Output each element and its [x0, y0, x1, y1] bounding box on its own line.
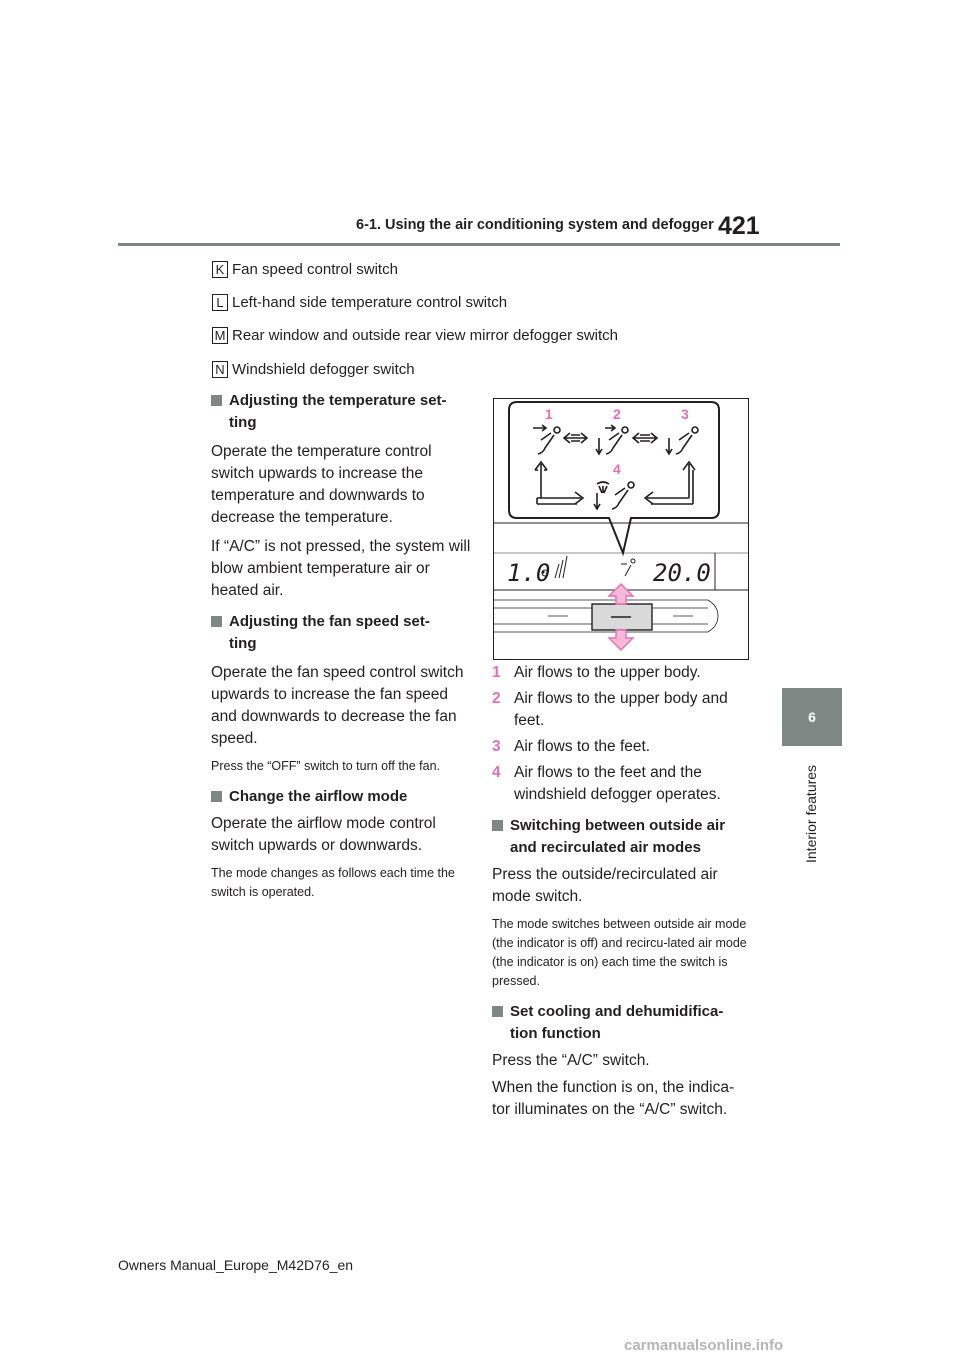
manual-id: Owners Manual_Europe_M42D76_en — [118, 1257, 354, 1273]
left-column — [211, 390, 471, 902]
legend-letter: N — [212, 361, 228, 378]
display-left-readout: 1.0 — [507, 559, 551, 587]
heading-bullet-icon — [492, 1006, 503, 1017]
temperature-body-2: If “A/C” is not pressed, the system will blow ambient temperature air or heated air. — [211, 538, 471, 599]
airflow-heading: Change the airflow mode — [211, 786, 471, 808]
chapter-number: 6 — [808, 709, 816, 725]
display-right-readout: 20.0 — [653, 559, 711, 587]
airflow-mode-figure — [493, 398, 749, 660]
step-item: 2 Air flows to the upper body and feet. — [492, 690, 728, 729]
legend-text: Fan speed control switch — [232, 261, 398, 278]
airflow-note: The mode changes as follows each time the switch is operated. — [211, 866, 455, 899]
right-column — [492, 662, 752, 1121]
airflow-body: Operate the airflow mode control switch upwards or downwards. — [211, 815, 436, 854]
legend-item-l — [212, 294, 507, 311]
temperature-body: Operate the temperature control switch upwards to increase the temperature and downwards to decrease the temperature. — [211, 443, 432, 526]
legend-text: Rear window and outside rear view mirror defogger switch — [232, 327, 619, 344]
chapter-label — [787, 756, 819, 866]
legend-letter: K — [212, 261, 228, 278]
legend-item-n — [212, 361, 415, 378]
recirculation-heading: Switching between outside air and recirculated air modes — [492, 815, 752, 859]
legend-text: Windshield defogger switch — [232, 361, 415, 378]
fan-speed-body: Operate the fan speed control switch upwards to increase the fan speed and downwards to decrease the fan speed. — [211, 664, 464, 747]
legend-item-k — [212, 261, 398, 278]
step-item: 3 Air flows to the feet. — [492, 738, 651, 755]
cooling-body: Press the “A/C” switch. — [492, 1052, 650, 1069]
legend-item-m — [212, 327, 618, 344]
step-item: 1 Air flows to the upper body. — [492, 664, 701, 681]
legend-text: Left-hand side temperature control switch — [232, 294, 508, 311]
fan-speed-note: Press the “OFF” switch to turn off the fan. — [211, 759, 441, 773]
section-title: 6-1. Using the air conditioning system and defogger — [356, 217, 714, 233]
legend-letter: L — [212, 294, 228, 311]
svg-text:3: 3 — [681, 406, 689, 422]
heading-bullet-icon — [492, 820, 503, 831]
cooling-body-2: When the function is on, the indica-tor illuminates on the “A/C” switch. — [492, 1079, 735, 1118]
chapter-title: Interior features — [803, 764, 819, 863]
recirculation-body: Press the outside/recirculated air mode switch. — [492, 866, 718, 905]
header-rule — [118, 243, 840, 246]
recirculation-note: The mode switches between outside air mode (the indicator is off) and recircu-lated air mode (the indicator is on) each time the switch is pressed. — [492, 917, 747, 988]
temperature-heading: Adjusting the temperature set- ting — [211, 390, 471, 434]
heading-bullet-icon — [211, 616, 222, 627]
airflow-diagram — [493, 398, 749, 660]
heading-bullet-icon — [211, 395, 222, 406]
legend-letter: M — [212, 327, 228, 344]
svg-text:4: 4 — [613, 461, 621, 477]
chapter-tab[interactable] — [782, 688, 842, 746]
svg-text:1: 1 — [545, 406, 553, 422]
watermark: carmanualsonline.info — [624, 1337, 784, 1354]
fan-speed-heading: Adjusting the fan speed set- ting — [211, 611, 471, 655]
cooling-heading: Set cooling and dehumidifica- tion function — [492, 1001, 752, 1045]
svg-text:2: 2 — [613, 406, 621, 422]
page-number: 421 — [718, 212, 760, 240]
step-item: 4 Air flows to the feet and the windshield defogger operates. — [492, 764, 721, 803]
heading-bullet-icon — [211, 791, 222, 802]
